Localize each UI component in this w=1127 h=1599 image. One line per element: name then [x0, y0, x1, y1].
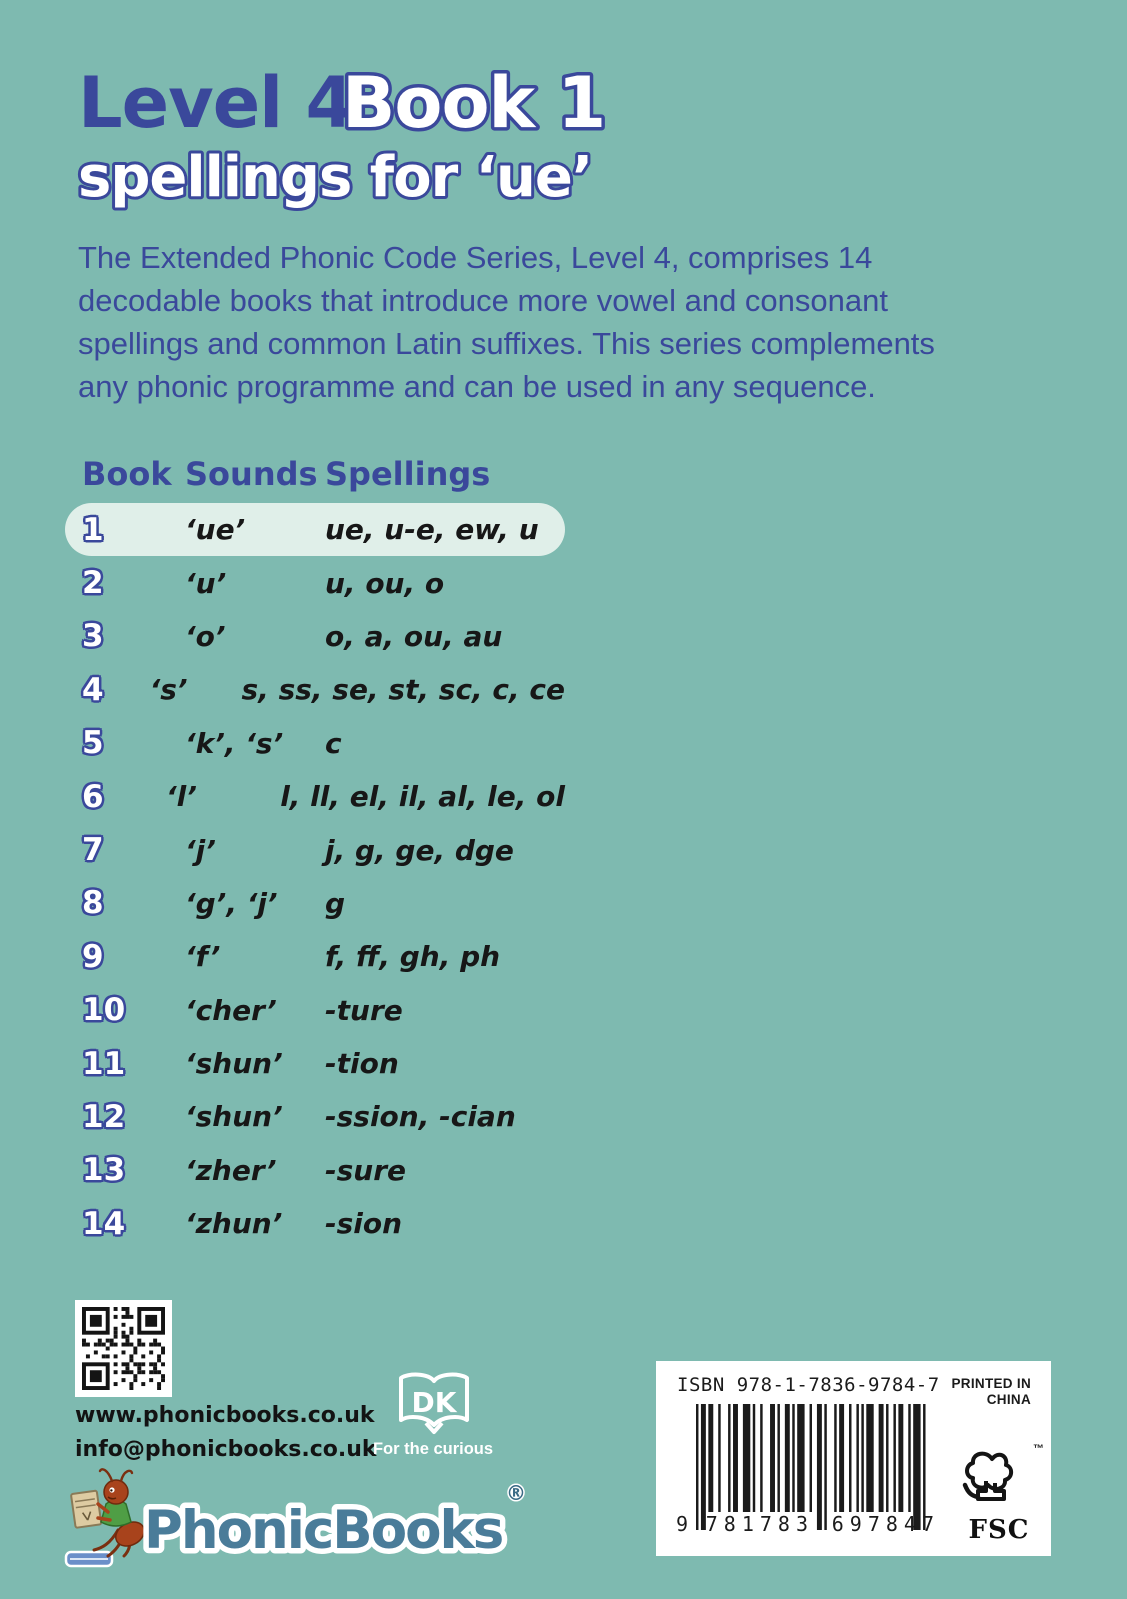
fsc-logo — [956, 1443, 1046, 1551]
qr-code-image — [82, 1307, 165, 1390]
table-row — [65, 984, 565, 1037]
table-row — [65, 823, 565, 876]
cell-sounds: ‘l’ — [166, 780, 197, 814]
cell-book-number: 14 — [82, 1205, 126, 1242]
cell-sounds: ‘ue’ — [185, 513, 246, 547]
table-row — [65, 770, 565, 823]
cell-spellings: l, ll, el, il, al, le, ol — [280, 780, 565, 814]
sounds-table-body — [65, 503, 565, 1250]
ant-mascot-icon — [66, 1469, 148, 1566]
cell-spellings: o, a, ou, au — [325, 619, 503, 653]
intro-line: The Extended Phonic Code Series, Level 4, comprises 14 — [78, 240, 873, 275]
intro-line: spellings and common Latin suffixes. This series complements — [78, 326, 935, 361]
cell-sounds: ‘u’ — [185, 566, 227, 600]
cell-spellings: f, ff, gh, ph — [325, 940, 501, 974]
table-row — [65, 1197, 565, 1250]
cell-book-number: 8 — [82, 885, 104, 922]
cell-book-number: 13 — [82, 1152, 126, 1189]
cell-book-number: 1 — [82, 511, 104, 548]
intro-paragraph — [78, 236, 1018, 408]
table-header-row — [65, 449, 565, 493]
cell-sounds: ‘j’ — [185, 833, 216, 867]
barcode-digit-group: 9 — [676, 1512, 689, 1536]
cell-sounds: ‘cher’ — [185, 993, 277, 1027]
barcode-digit-group: 697847 — [831, 1512, 940, 1536]
cell-spellings: -ture — [325, 993, 403, 1027]
cell-book-number: 10 — [82, 992, 126, 1029]
cell-sounds: ‘o’ — [185, 619, 226, 653]
title-subtitle: spellings for ‘ue’ — [78, 145, 593, 210]
website-text: www.phonicbooks.co.uk — [75, 1403, 375, 1428]
title-book-number: Book 1 — [342, 62, 606, 144]
cell-book-number: 9 — [82, 938, 104, 975]
barcode-digits — [676, 1512, 940, 1536]
registered-trademark-icon: ® — [506, 1481, 526, 1505]
cell-sounds: ‘shun’ — [185, 1047, 283, 1081]
table-row — [65, 877, 565, 930]
header-book: Book — [82, 455, 172, 493]
fsc-tm-mark: ™ — [1033, 1443, 1044, 1455]
brand-logo-text: PhonicBooks — [144, 1500, 503, 1561]
cell-sounds: ‘k’, ‘s’ — [185, 726, 284, 760]
cell-sounds: ‘f’ — [185, 940, 221, 974]
cell-book-number: 5 — [82, 725, 104, 762]
dk-logo-text: DK — [411, 1386, 457, 1419]
email-text: info@phonicbooks.co.uk — [75, 1437, 377, 1462]
printed-line2: CHINA — [986, 1392, 1031, 1407]
table-row — [65, 1037, 565, 1090]
qr-code — [75, 1300, 172, 1397]
fsc-tree-icon — [962, 1447, 1026, 1515]
isbn-panel — [656, 1361, 1051, 1556]
cell-spellings: -sure — [325, 1153, 407, 1187]
table-row — [65, 1144, 565, 1197]
cell-book-number: 4 — [82, 671, 104, 708]
table-row — [65, 930, 565, 983]
cell-spellings: ue, u-e, ew, u — [325, 513, 539, 547]
cell-spellings: -sion — [325, 1207, 403, 1241]
printed-line1: PRINTED IN — [951, 1376, 1031, 1391]
header-spellings: Spellings — [325, 455, 491, 493]
table-row — [65, 1090, 565, 1143]
cell-spellings: u, ou, o — [325, 566, 445, 600]
cell-spellings: g — [325, 886, 346, 920]
cell-spellings: j, g, ge, dge — [325, 833, 514, 867]
printed-in-china-label — [951, 1376, 1031, 1408]
cell-spellings: s, ss, se, st, sc, c, ce — [241, 673, 565, 707]
cell-sounds: ‘zhun’ — [185, 1207, 283, 1241]
fsc-label: FSC — [968, 1515, 1030, 1545]
title-level: Level 4 — [78, 62, 354, 144]
dk-tagline: For the curious — [372, 1440, 494, 1458]
cell-book-number: 12 — [82, 1098, 126, 1135]
intro-line: any phonic programme and can be used in any sequence. — [78, 369, 876, 404]
cell-sounds: ‘g’, ‘j’ — [185, 886, 278, 920]
cell-spellings: -ssion, -cian — [325, 1100, 516, 1134]
cell-sounds: ‘s’ — [149, 673, 188, 707]
table-row — [65, 663, 565, 716]
cell-book-number: 7 — [82, 832, 104, 869]
cell-sounds: ‘zher’ — [185, 1153, 277, 1187]
cell-sounds: ‘shun’ — [185, 1100, 283, 1134]
table-row — [65, 610, 565, 663]
title-block — [0, 0, 1127, 230]
sounds-spellings-table — [65, 449, 565, 1250]
cell-book-number: 11 — [82, 1045, 126, 1082]
table-row — [65, 717, 565, 770]
table-row — [65, 556, 565, 609]
cell-book-number: 6 — [82, 778, 104, 815]
table-row — [65, 503, 565, 556]
cell-book-number: 2 — [82, 565, 104, 602]
dk-logo — [394, 1368, 474, 1438]
cell-book-number: 3 — [82, 618, 104, 655]
isbn-number: ISBN 978-1-7836-9784-7 — [677, 1374, 940, 1396]
barcode-digit-group: 781783 — [705, 1512, 815, 1536]
phonicbooks-logo — [58, 1460, 618, 1580]
header-sounds: Sounds — [185, 455, 318, 493]
intro-line: decodable books that introduce more vowel and consonant — [78, 283, 888, 318]
cell-spellings: c — [325, 726, 342, 760]
cell-spellings: -tion — [325, 1047, 399, 1081]
